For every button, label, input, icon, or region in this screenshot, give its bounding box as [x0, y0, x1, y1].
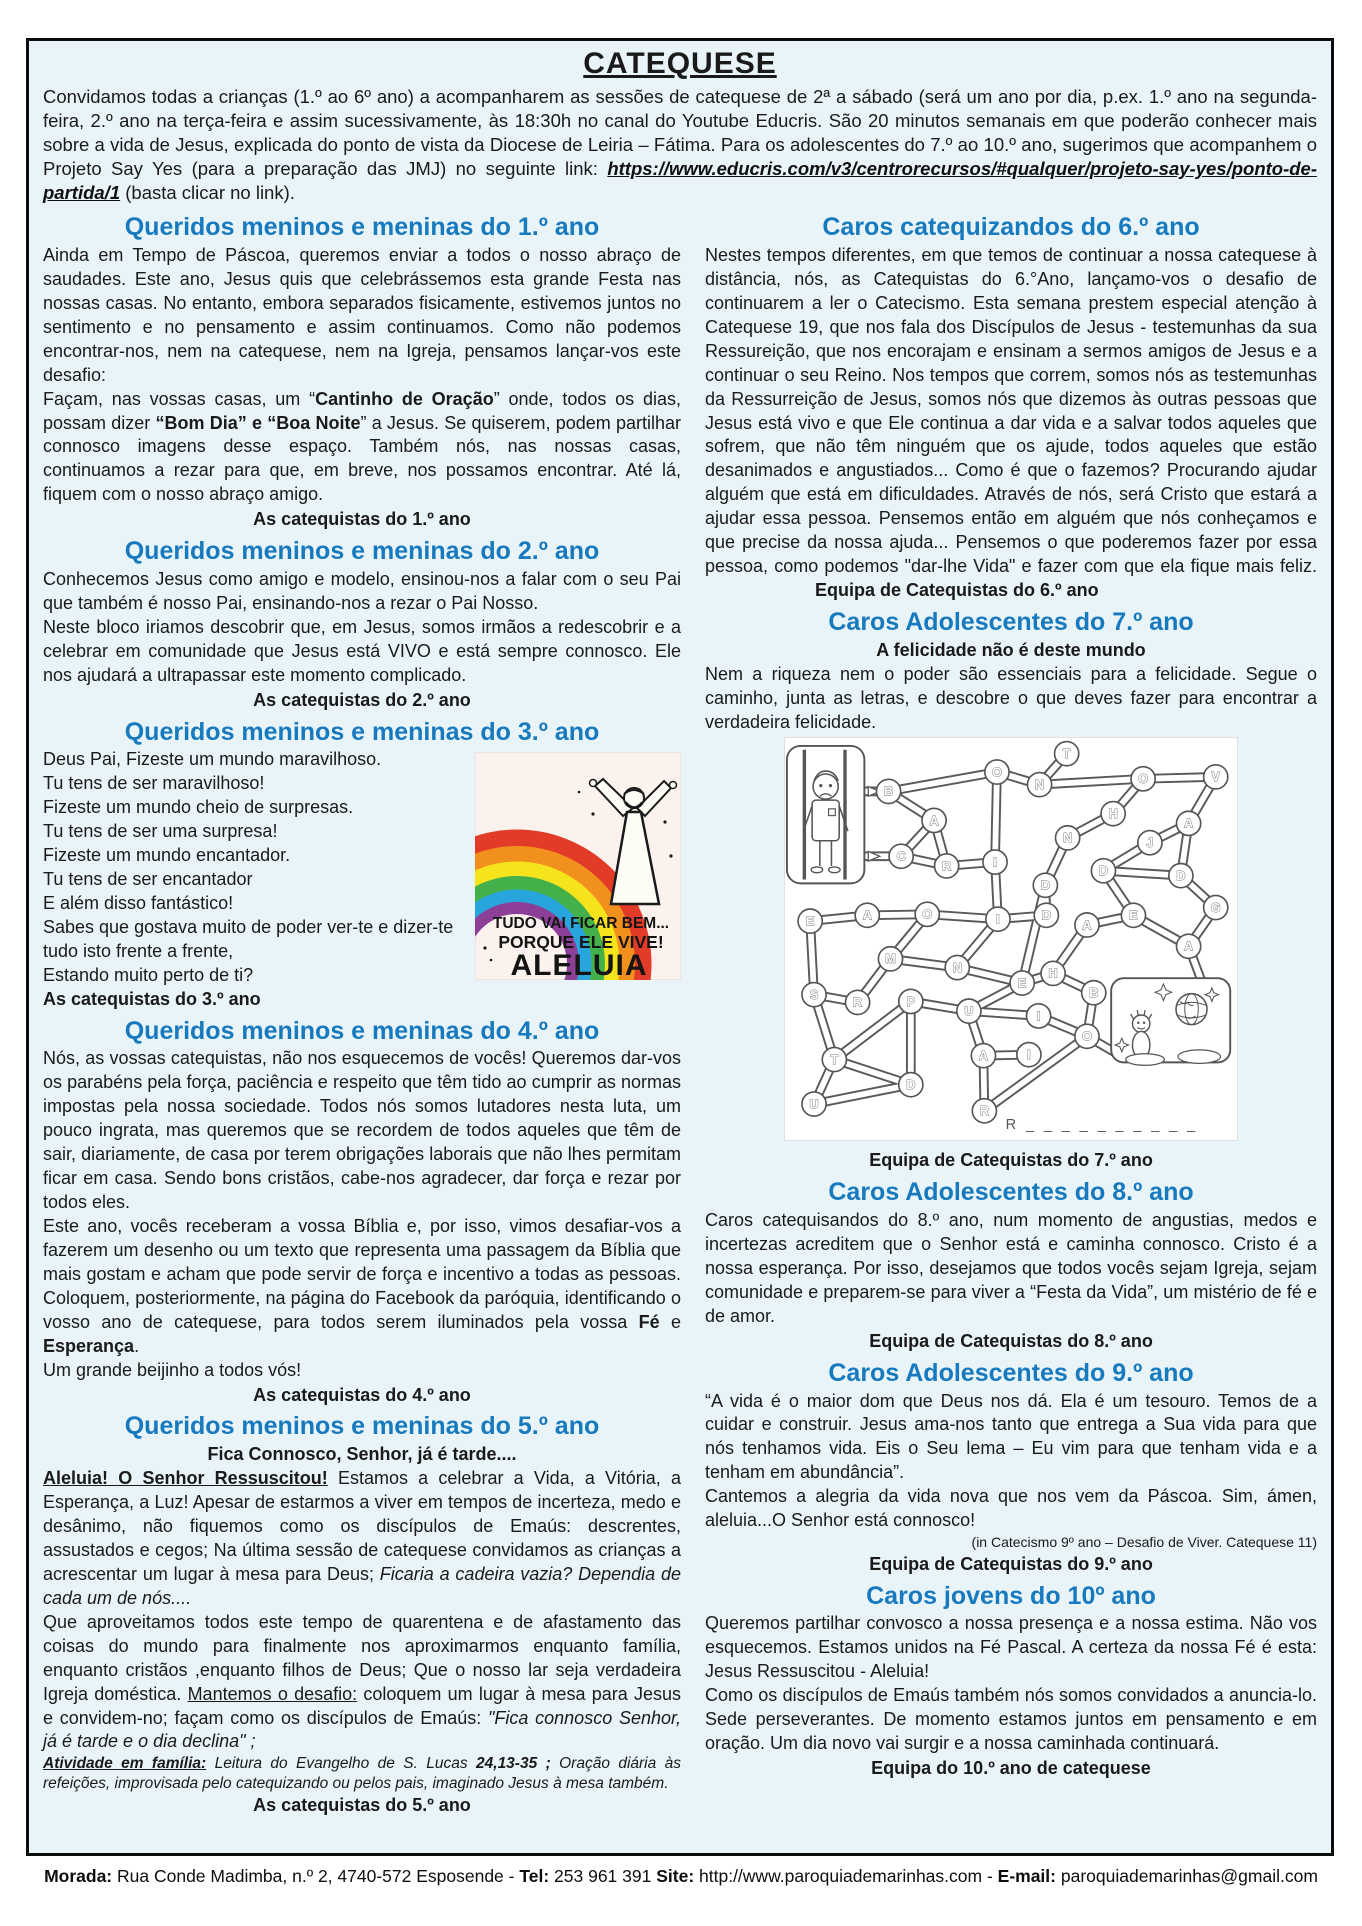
heading-year9: Caros Adolescentes do 9.º ano — [828, 1358, 1194, 1387]
year6-paragraph: Nestes tempos diferentes, em que temos de continuar a nossa catequese à distância, nós, as Catequistas do 6.°Ano, lançamo-vos o desafio de continuarem a ler o Catecismo. Esta semana prestem especial atenção à Catequese 19, que nos fala dos Discípulos de Jesus - testemunhas da sua Ressureição, que nos encorajam e ensinam a sermos amigos de Jesus e a continuar o seu Reino. Nos tempos que correm, somos nós as testemunhas da Ressurreição de Jesus, somos nós que dizemos às outras pessoas que Jesus está vivo e que Ele continua a dar vida e a salvar todos aqueles que sofrem, que não têm ninguém que os ajude, todos aqueles que estão desanimados e angustiados... Como é que o fazemos? Procurando ajudar alguém que está em dificuldades. Através de nós, será Cristo que estará a ajudar essa pessoa. Pensemos então em alguém que nós conheçamos e que precise da nossa ajuda... Pensemos o que poderemos fazer por essa pessoa, como podemos "dar-lhe Vida" e fazer com que ela fique mais feliz.Equipa de Catequistas do 6.º ano — [705, 244, 1317, 603]
heading-year10: Caros jovens do 10º ano — [866, 1581, 1156, 1610]
svg-text:R: R — [853, 995, 863, 1010]
year1-paragraph-2: Façam, nas vossas casas, um “Cantinho de Oração” onde, todos os dias, possam dizer “Bom Dia” e “Boa Noite” a Jesus. Se quiserem, podem partilhar connosco imagens desse espaço. Também nós, nas nossas casas, continuamos a rezar para que, em breve, nos possamos encontrar. Até lá, fiquem com o nosso abraço amigo. — [43, 388, 681, 505]
svg-text:R: R — [979, 1103, 989, 1118]
image-caption-line2: PORQUE ELE VIVE! — [498, 932, 664, 953]
year9-paragraph-2: Cantemos a alegria da vida nova que nos vem da Páscoa. Sim, ámen, aleluia...O Senhor está connosco! — [705, 1486, 1317, 1531]
poem-line: Tu tens de ser encantador — [43, 869, 253, 890]
letter-maze-puzzle-image — [784, 737, 1238, 1141]
year5-subheading: Fica Connosco, Senhor, já é tarde.... — [207, 1444, 517, 1465]
poem-line: Estando muito perto de ti? — [43, 964, 254, 985]
svg-text:A: A — [862, 908, 872, 923]
year2-paragraph-2: Neste bloco iriamos descobrir que, em Jesus, somos irmãos a redescobrir e a celebrar em comunidade que Jesus está VIVO e está sempre connosco. Ele nos ajudará a ultrapassar este momento complicado. — [43, 616, 681, 685]
educris-link[interactable]: https://www.educris.com/v3/centrorecursos/#qualquer/projeto-say-yes/ponto-de-partida/1 — [43, 158, 1317, 204]
signature-year9: Equipa de Catequistas do 9.º ano — [869, 1553, 1153, 1574]
two-column-layout — [43, 208, 1317, 1819]
poem-line: Tu tens de ser maravilhoso! — [43, 773, 265, 794]
intro-text-post: (basta clicar no link). — [120, 182, 295, 204]
signature-year8: Equipa de Catequistas do 8.º ano — [869, 1330, 1153, 1351]
signature-year2: As catequistas do 2.º ano — [253, 689, 471, 710]
newsletter-sheet — [26, 38, 1334, 1856]
svg-text:D: D — [1041, 908, 1051, 923]
svg-text:O: O — [992, 764, 1002, 779]
maze-answer-blank: R _ _ _ _ _ _ _ _ _ _ — [1005, 1116, 1199, 1133]
svg-text:N: N — [952, 960, 962, 975]
heading-year5: Queridos meninos e meninas do 5.º ano — [124, 1412, 600, 1441]
svg-text:B: B — [884, 784, 894, 799]
svg-text:H: H — [1048, 966, 1058, 981]
signature-year7: Equipa de Catequistas do 7.º ano — [869, 1150, 1153, 1171]
year10-paragraph-1: Queremos partilhar convosco a nossa presença e a nossa estima. Não vos esquecemos. Estamos unidos na Fé Pascal. A certeza da nossa Fé é esta: Jesus Ressuscitou - Aleluia! — [705, 1613, 1317, 1682]
svg-text:T: T — [1062, 746, 1071, 761]
image-caption-line1: TUDO VAI FICAR BEM... — [492, 915, 670, 933]
signature-year5: As catequistas do 5.º ano — [253, 1795, 471, 1816]
poem-line: Fizeste um mundo encantador. — [43, 845, 291, 866]
svg-text:A: A — [1082, 917, 1092, 932]
signature-year4: As catequistas do 4.º ano — [253, 1384, 471, 1405]
svg-text:E: E — [1129, 908, 1138, 923]
svg-text:I: I — [993, 854, 997, 869]
svg-text:S: S — [809, 987, 819, 1002]
svg-text:P: P — [906, 994, 916, 1009]
svg-text:V: V — [1211, 769, 1220, 784]
svg-text:I: I — [1027, 1047, 1031, 1062]
image-caption-line3: ALELUIA — [510, 949, 648, 981]
svg-text:D: D — [1040, 878, 1050, 893]
svg-text:C: C — [896, 849, 906, 864]
intro-text: Convidamos todas a crianças (1.º ao 6º ano) a acompanharem as sessões de catequese de 2ª a sábado (será um ano por dia, p.ex. 1.º ano na segunda-feira, 2.º ano na terça-feira e assim sucessivamente, às 18:30h no canal do Youtube Educris. São 20 minutos semanais em que poderão conhecer mais sobre a vida de Jesus, explicada do ponto de vista da Diocese de Leiria – Fátima. Para os adolescentes do 7.º ao 10.º ano, sugerimos que acompanhem o Projeto Say Yes (para a preparação das JMJ) no seguinte link: — [43, 86, 1317, 180]
poem-line: Tu tens de ser uma surpresa! — [43, 821, 278, 842]
jesus-rainbow-image — [475, 752, 681, 980]
left-column — [43, 208, 681, 1819]
svg-text:G: G — [1210, 900, 1221, 915]
maze-container — [705, 737, 1317, 1148]
svg-text:E: E — [1017, 975, 1027, 990]
year5-paragraph-2: Que aproveitamos todos este tempo de quarentena e de afastamento das coisas do mundo para finalmente nos aproximarmos enquanto família, enquanto cristãos ,enquanto filhos de Deus; Que o nosso lar seja verdadeira Igreja doméstica. Mantemos o desafio: coloquem um lugar à mesa para Jesus e convidem-no; façam como os discípulos de Emaús: "Fica connosco Senhor, já é tarde e o dia declina" ; — [43, 1611, 681, 1752]
year3-poem — [43, 748, 681, 1011]
year8-paragraph: Caros catequisandos do 8.º ano, num momento de angustias, medos e incertezas acreditem que o Senhor está e caminha connosco. Cristo é a nossa esperança. Por isso, desejamos que todos vocês sejam Igreja, sejam comunidade e preparem-se para viver a “Festa da Vida”, um mistério de fé e de amor. — [705, 1210, 1317, 1326]
svg-text:I: I — [1036, 1008, 1041, 1023]
poem-line: Sabes que gostava muito de poder ver-te e dizer-te tudo isto frente a frente, — [43, 916, 454, 961]
year5-family-activity: Atividade em família: Leitura do Evangelho de S. Lucas 24,13-35 ; Oração diária às refeições, improvisada pelo catequizando ou pelos pais, imaginado Jesus à mesa também. — [43, 1755, 682, 1792]
poem-line: Fizeste um mundo cheio de surpresas. — [43, 797, 354, 818]
year4-paragraph-3: Um grande beijinho a todos vós! — [43, 1359, 302, 1380]
svg-text:D: D — [906, 1077, 916, 1092]
child-with-globe-icon — [1111, 978, 1230, 1065]
heading-year6: Caros catequizandos do 6.º ano — [822, 213, 1200, 242]
svg-text:D: D — [1176, 868, 1186, 883]
heading-year2: Queridos meninos e meninas do 2.º ano — [124, 537, 600, 566]
poem-line: E além disso fantástico! — [43, 892, 234, 913]
year5-paragraph-1: Aleluia! O Senhor Ressuscitou! Estamos a celebrar a Vida, a Vitória, a Esperança, a Luz! Apesar de estarmos a viver em tempos de incerteza, medo e desânimo, não fiquemos como os discípulos de Emaús: descrentes, assustados e cegos; Na última sessão de catequese convidamos as crianças a acrescentar um lugar à mesa para Deus; Ficaria a cadeira vazia? Dependia de cada um de nós.... — [43, 1468, 681, 1608]
page-title: CATEQUESE — [583, 47, 777, 80]
svg-text:R: R — [942, 858, 952, 873]
svg-text:E: E — [805, 913, 815, 928]
svg-text:N: N — [1035, 777, 1045, 792]
year7-paragraph: Nem a riqueza nem o poder são essenciais para a felicidade. Segue o caminho, junta as letras, e descobre o que deves fazer para encontrar a verdadeira felicidade. — [705, 663, 1317, 732]
svg-text:A: A — [929, 813, 939, 828]
year10-paragraph-2: Como os discípulos de Emaús também nós somos convidados a anuncia-lo. Sede perseverantes. De momento estamos juntos em pensamento e em oração. Um dia novo vai surgir e a nossa caminhada continuará. — [705, 1685, 1317, 1754]
year4-paragraph-1: Nós, as vossas catequistas, não nos esquecemos de vocês! Queremos dar-vos os parabéns pela força, paciência e respeito que têm tido ao cumprir as normas impostas pela nossa sociedade. Todos nós somos lutadores nesta luta, um pouco ingrata, mas queremos que se recordem de todos aqueles que têm de sair, diariamente, de casa por terem obrigações laborais que não lhes permitam ficar em casa. Sendo bons cristãos, cabe-nos agradecer, dar força e rezar por todos eles. — [43, 1048, 681, 1213]
svg-text:B: B — [1089, 985, 1099, 1000]
year7-subheading: A felicidade não é deste mundo — [876, 639, 1146, 660]
heading-year3: Queridos meninos e meninas do 3.º ano — [124, 717, 600, 746]
year1-paragraph-1: Ainda em Tempo de Páscoa, queremos enviar a todos o nosso abraço de saudades. Este ano, Jesus quis que celebrássemos esta grande Festa nas nossas casas. No entanto, embora separados fisicamente, estivemos juntos no sentimento e no pensamento e assim continuamos. Como não podemos encontrar-nos, nem na catequese, nem na Igreja, pensamos lançar-vos este desafio: — [43, 244, 681, 385]
svg-text:H: H — [1108, 806, 1118, 821]
svg-text:A: A — [1184, 816, 1194, 831]
signature-year10: Equipa do 10.º ano de catequese — [871, 1758, 1151, 1779]
year4-paragraph-2: Este ano, vocês receberam a vossa Bíblia e, por isso, vimos desafiar-vos a fazerem um desenho ou um texto que representa uma passagem da Bíblia que mais gostam e acham que pode servir de força e incentivo a todas as pessoas. Coloquem, posteriormente, na página do Facebook da paróquia, identificando o vosso ano de catequese, para todos serem iluminados pela vossa Fé e Esperança. — [43, 1215, 681, 1356]
svg-text:M: M — [885, 951, 896, 966]
svg-text:D: D — [1098, 863, 1108, 878]
boy-in-jail-icon — [787, 745, 880, 882]
svg-text:O: O — [1138, 771, 1149, 786]
year2-paragraph-1: Conhecemos Jesus como amigo e modelo, ensinou-nos a falar com o seu Pai que também é nosso Pai, ensinando-nos a rezar o Pai Nosso. — [43, 568, 681, 613]
svg-text:O: O — [1082, 1029, 1092, 1044]
heading-year8: Caros Adolescentes do 8.º ano — [828, 1178, 1194, 1207]
svg-text:O: O — [922, 907, 933, 922]
heading-year1: Queridos meninos e meninas do 1.º ano — [124, 213, 600, 242]
svg-text:N: N — [1063, 830, 1073, 845]
signature-year3: As catequistas do 3.º ano — [43, 988, 261, 1009]
svg-text:I: I — [996, 912, 1000, 927]
right-column — [705, 208, 1317, 1819]
year9-citation: (in Catecismo 9º ano – Desafio de Viver. Catequese 11) — [971, 1534, 1317, 1551]
intro-paragraph — [43, 85, 1317, 205]
signature-year1: As catequistas do 1.º ano — [253, 509, 471, 530]
svg-text:A: A — [1184, 939, 1194, 954]
contact-footer: Morada: Rua Conde Madimba, n.º 2, 4740-572 Esposende - Tel: 253 961 391 Site: http://www.paroquiademarinhas.com - E-mail: paroquiademarinhas@gmail.com — [44, 1866, 1318, 1886]
heading-year4: Queridos meninos e meninas do 4.º ano — [124, 1016, 600, 1045]
signature-year6: Equipa de Catequistas do 6.º ano — [815, 580, 1099, 601]
svg-text:T: T — [830, 1052, 839, 1067]
year9-paragraph-1: “A vida é o maior dom que Deus nos dá. Ela é um tesouro. Temos de a cuidar e construir. Jesus ama-nos tanto que entrega a Sua vida para que nós tenhamos vida. Eis o Seu lema – Eu vim para que tenham vida e a tenham em abundância”. — [705, 1390, 1317, 1483]
heading-year7: Caros Adolescentes do 7.º ano — [828, 608, 1194, 637]
svg-text:J: J — [1146, 835, 1154, 850]
svg-text:U: U — [964, 1004, 974, 1019]
svg-text:U: U — [809, 1096, 819, 1111]
poem-line: Deus Pai, Fizeste um mundo maravilhoso. — [43, 749, 382, 770]
svg-text:A: A — [978, 1048, 988, 1063]
